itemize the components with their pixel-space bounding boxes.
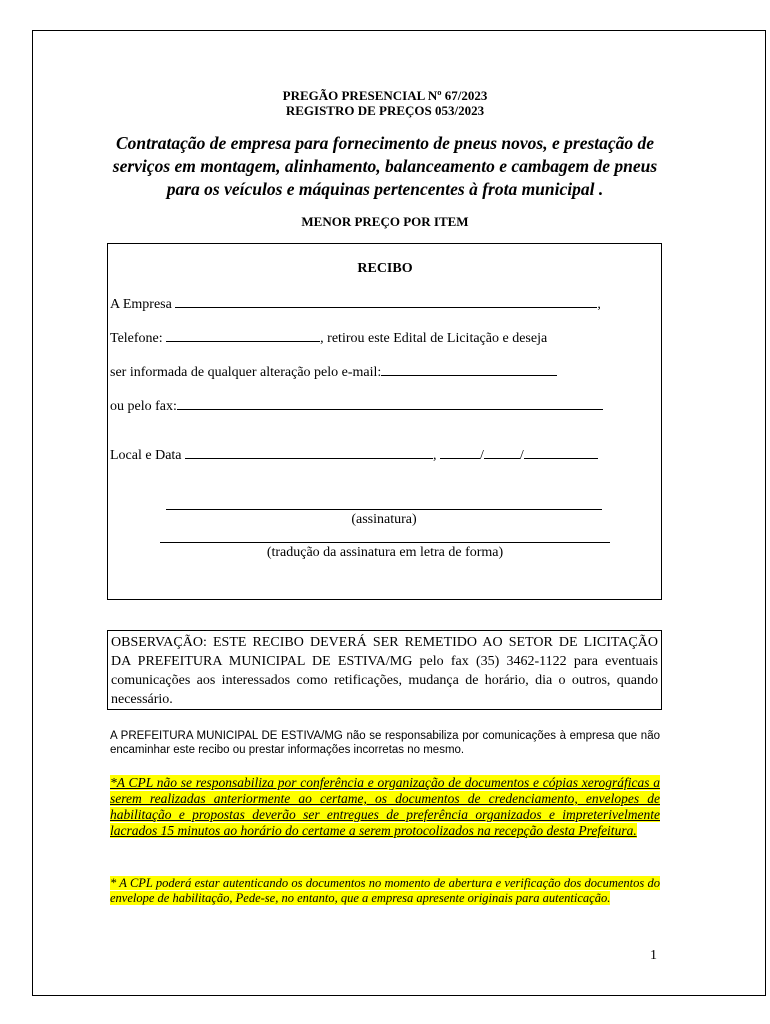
year-field[interactable] xyxy=(524,445,598,459)
phone-field[interactable] xyxy=(166,328,320,342)
cpl-note-authentication-text: * A CPL poderá estar autenticando os documentos no momento de abertura e verificação dos documentos do envelope de habilitação, Pede-se, no entanto, que a empresa apresente originais para autenticação. xyxy=(110,876,660,905)
signature-caption: (assinatura) xyxy=(351,512,417,527)
email-label: ser informada de qualquer alteração pelo e-mail: xyxy=(110,365,382,380)
printed-name-caption: (tradução da assinatura em letra de forma) xyxy=(266,545,504,560)
email-field[interactable] xyxy=(381,362,557,376)
receipt-title: RECIBO xyxy=(357,261,413,276)
place-date-line xyxy=(110,445,598,464)
award-criterion: MENOR PREÇO POR ITEM xyxy=(301,214,469,229)
place-date-label: Local e Data xyxy=(110,448,182,463)
place-date-comma: , xyxy=(433,448,437,463)
phone-label: Telefone: xyxy=(110,331,163,346)
place-field[interactable] xyxy=(185,445,433,459)
company-label: A Empresa xyxy=(110,297,172,312)
date-slash-1: / xyxy=(480,448,484,463)
email-line xyxy=(110,362,557,381)
company-comma: , xyxy=(597,297,601,312)
company-field[interactable] xyxy=(175,294,597,308)
printed-name-line[interactable] xyxy=(160,542,610,543)
procurement-subject: Contratação de empresa para fornecimento de pneus novos, e prestação de serviços em montagem, alinhamento, balanceamento e cambagem de pneus para os veículos e máquinas pertencentes à frota municipal . xyxy=(112,133,658,199)
signature-line[interactable] xyxy=(166,509,602,510)
date-slash-2: / xyxy=(519,448,524,463)
phone-after-text: , retirou este Edital de Licitação e deseja xyxy=(320,331,548,346)
cpl-note-documents-text: *A CPL não se responsabiliza por conferência e organização de documentos e cópias xerográficas a serem realizadas anteriormente ao certame, os documentos de credenciamento, envelopes de habilitação e propostas deverão ser entregues de preferência organizados e impreterivelmente lacrados 15 minutos ao horário do certame a serem protocolizados na recepção desta Prefeitura. xyxy=(110,775,660,838)
company-line xyxy=(110,294,601,313)
fax-label: ou pelo fax: xyxy=(110,399,177,414)
day-field[interactable] xyxy=(440,445,480,459)
phone-line xyxy=(110,328,547,347)
fax-field[interactable] xyxy=(177,396,603,410)
page-number: 1 xyxy=(650,948,657,963)
month-field[interactable] xyxy=(484,445,520,459)
price-registry-number: REGISTRO DE PREÇOS 053/2023 xyxy=(285,103,485,118)
fax-line xyxy=(110,396,603,415)
auction-number: PREGÃO PRESENCIAL Nº 67/2023 xyxy=(282,88,488,103)
cpl-note-documents xyxy=(110,775,660,839)
cpl-note-authentication xyxy=(110,876,660,906)
municipality-disclaimer: A PREFEITURA MUNICIPAL DE ESTIVA/MG não se responsabiliza por comunicações à empresa que não encaminhar este recibo ou prestar informações incorretas no mesmo. xyxy=(110,730,660,756)
observation-box: OBSERVAÇÃO: ESTE RECIBO DEVERÁ SER REMETIDO AO SETOR DE LICITAÇÃO DA PREFEITURA MUNICIPAL DE ESTIVA/MG pelo fax (35) 3462-1122 para eventuais comunicações aos interessados como retificações, mudança de horário, dia o outros, quando necessário. xyxy=(107,630,662,710)
